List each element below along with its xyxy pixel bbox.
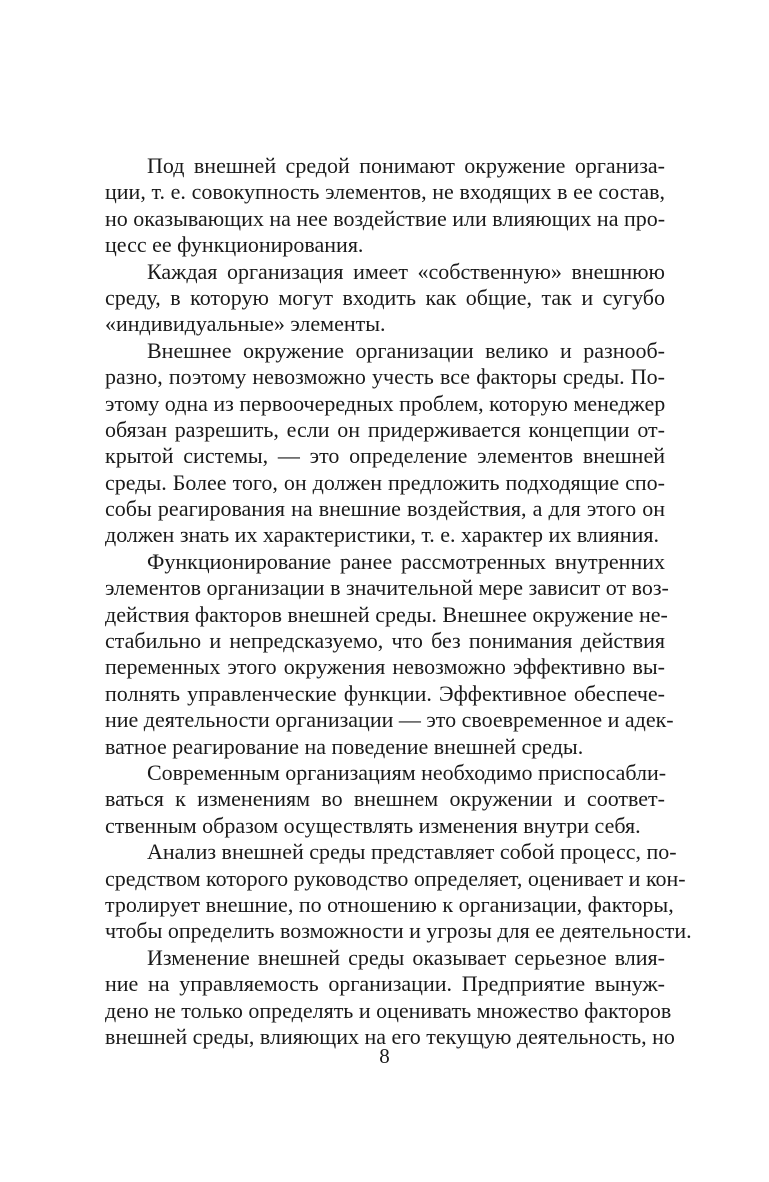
text-line: крытой системы, — это определение элементов внешней — [105, 443, 665, 469]
text-line: среду, в которую могут входить как общие, так и сугубо — [105, 284, 665, 310]
text-line: ние на управляемость организации. Предприятие вынуж- — [105, 971, 665, 997]
text-line: Внешнее окружение организации велико и разнооб- — [147, 337, 665, 363]
text-line: цесс ее функционирования. — [105, 232, 364, 258]
text-line: Каждая организация имеет «собственную» внешнюю — [147, 258, 665, 284]
text-line: стабильно и непредсказуемо, что без понимания действия — [105, 628, 665, 654]
text-line: обязан разрешить, если он придерживается концепции от- — [105, 416, 665, 442]
paragraph — [105, 760, 665, 839]
text-line: дено не только определять и оценивать множество факторов — [105, 997, 672, 1023]
text-line: внешней среды, влияющих на его текущую деятельность, но — [105, 1023, 675, 1049]
paragraph — [105, 259, 665, 338]
page-number: 8 — [379, 1044, 390, 1068]
text-line: Изменение внешней среды оказывает серьезное влия- — [147, 944, 665, 970]
text-line: среды. Более того, он должен предложить подходящие спо- — [105, 469, 665, 495]
text-line: переменных этого окружения невозможно эффективно вы- — [105, 654, 665, 680]
paragraph — [105, 944, 675, 1051]
paragraph — [105, 839, 692, 945]
paragraph — [105, 153, 665, 259]
text-line: полнять управленческие функции. Эффективное обеспече- — [105, 680, 665, 706]
paragraph — [105, 548, 674, 760]
text-line: ваться к изменениям во внешнем окружении и соответ- — [105, 786, 665, 812]
text-line: ние деятельности организации — это своевременное и адек- — [105, 707, 674, 733]
text-line: Анализ внешней среды представляет собой процесс, по- — [147, 839, 677, 865]
text-line: тролирует внешние, по отношению к организации, факторы, — [105, 891, 674, 917]
text-line: этому одна из первоочередных проблем, которую менеджер — [105, 390, 666, 416]
text-line: ственным образом осуществлять изменения внутри себя. — [105, 812, 641, 838]
text-line: Современным организациям необходимо приспосабли- — [147, 759, 667, 785]
text-line: действия факторов внешней среды. Внешнее окружение не- — [105, 601, 668, 627]
body-text — [105, 153, 692, 1050]
text-line: элементов организации в значительной мере зависит от воз- — [105, 575, 669, 601]
text-line: чтобы определить возможности и угрозы для ее деятельности. — [105, 918, 692, 944]
text-line: Под внешней средой понимают окружение организа- — [147, 153, 665, 178]
text-line: средством которого руководство определяет, оценивает и кон- — [105, 865, 686, 891]
text-line: разно, поэтому невозможно учесть все факторы среды. По- — [105, 364, 665, 390]
paragraph — [105, 338, 665, 549]
text-line: должен знать их характеристики, т. е. характер их влияния. — [105, 522, 659, 548]
text-line: Функционирование ранее рассмотренных внутренних — [147, 548, 665, 574]
text-line: «индивидуальные» элементы. — [105, 311, 386, 337]
text-line: собы реагирования на внешние воздействия, а для этого он — [105, 496, 665, 522]
text-line: ции, т. е. совокупность элементов, не входящих в ее состав, — [105, 179, 665, 205]
text-line: но оказывающих на нее воздействие или влияющих на про- — [105, 205, 666, 231]
text-line: ватное реагирование на поведение внешней среды. — [105, 733, 584, 759]
